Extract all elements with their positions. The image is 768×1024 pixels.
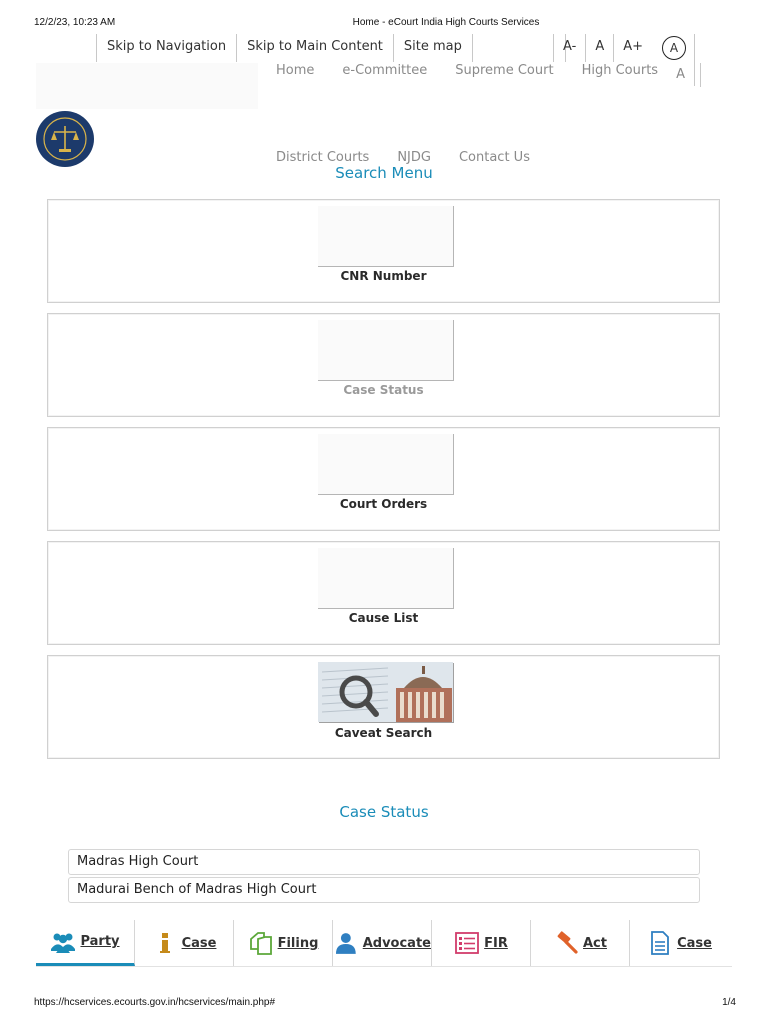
nav-district-courts[interactable]: District Courts [276,150,370,165]
users-icon [50,929,76,955]
case-status-title: Case Status [339,803,429,821]
cnr-number-thumbnail [318,206,454,267]
print-url: https://hcservices.ecourts.gov.in/hcservices/main.php# [34,997,276,1008]
main-nav-row-1 [262,63,701,87]
print-page-title: Home - eCourt India High Courts Services [352,17,540,28]
nav-trailing-text: A [672,63,701,87]
font-normal-button[interactable]: A [585,34,613,62]
case-status-tabs [36,920,732,967]
nav-e-committee[interactable]: e-Committee [342,63,428,78]
tab-case-type[interactable] [630,920,729,966]
nav-njdg[interactable]: NJDG [397,150,431,165]
gavel-icon [553,930,579,956]
nav-home[interactable]: Home [276,63,315,78]
caveat-search-tile[interactable] [47,655,720,759]
high-contrast-button[interactable]: A [662,36,686,60]
case-status-thumbnail [318,320,454,381]
cnr-number-tile[interactable] [47,199,720,303]
user-icon [333,930,359,956]
case-status-tile[interactable] [47,313,720,417]
top-links-spacer [472,34,566,62]
search-menu-title: Search Menu [335,164,433,182]
info-icon [152,930,178,956]
tab-filing[interactable] [234,920,333,966]
print-footer [0,997,768,1011]
tab-fir[interactable] [432,920,531,966]
tab-advocate[interactable] [333,920,432,966]
tab-case-number-label: Case [181,935,217,951]
accessibility-links [96,34,566,62]
tab-act-label: Act [583,935,607,951]
case-status-label: Case Status [343,383,424,397]
court-orders-tile[interactable] [47,427,720,531]
print-header [0,17,768,31]
tab-fir-label: FIR [484,935,508,951]
font-decrease-button[interactable]: A- [553,34,585,62]
tab-party[interactable] [36,920,135,966]
cause-list-tile[interactable] [47,541,720,645]
court-emblem-icon [36,111,94,167]
site-logo-placeholder [36,63,258,109]
print-page-number: 1/4 [722,997,736,1008]
copy-icon [248,930,274,956]
list-icon [454,930,480,956]
document-icon [647,930,673,956]
tab-filing-label: Filing [277,935,319,951]
cnr-number-label: CNR Number [340,269,427,283]
court-orders-label: Court Orders [339,497,428,511]
tab-party-label: Party [80,934,120,949]
tab-case-number[interactable] [135,920,234,966]
caveat-search-label: Caveat Search [334,726,433,740]
site-map-link[interactable]: Site map [393,34,472,62]
cause-list-label: Cause List [348,611,419,625]
caveat-search-thumbnail [318,662,453,722]
font-size-controls [553,34,696,62]
nav-contact-us[interactable]: Contact Us [458,150,530,165]
tab-case-type-label: Case [677,935,712,951]
court-orders-thumbnail [318,434,454,495]
cause-list-thumbnail [318,548,454,609]
nav-high-courts[interactable]: High Courts [581,63,659,78]
tab-act[interactable] [531,920,630,966]
main-nav-row-2 [262,150,544,165]
skip-to-main-content-link[interactable]: Skip to Main Content [236,34,393,62]
font-increase-button[interactable]: A+ [613,34,652,62]
court-option-madras-high-court[interactable]: Madras High Court [68,849,700,875]
tab-advocate-label: Advocate [362,935,431,951]
court-option-madurai-bench[interactable]: Madurai Bench of Madras High Court [68,877,700,903]
nav-supreme-court[interactable]: Supreme Court [455,63,554,78]
print-datetime: 12/2/23, 10:23 AM [34,17,116,28]
skip-to-navigation-link[interactable]: Skip to Navigation [96,34,236,62]
